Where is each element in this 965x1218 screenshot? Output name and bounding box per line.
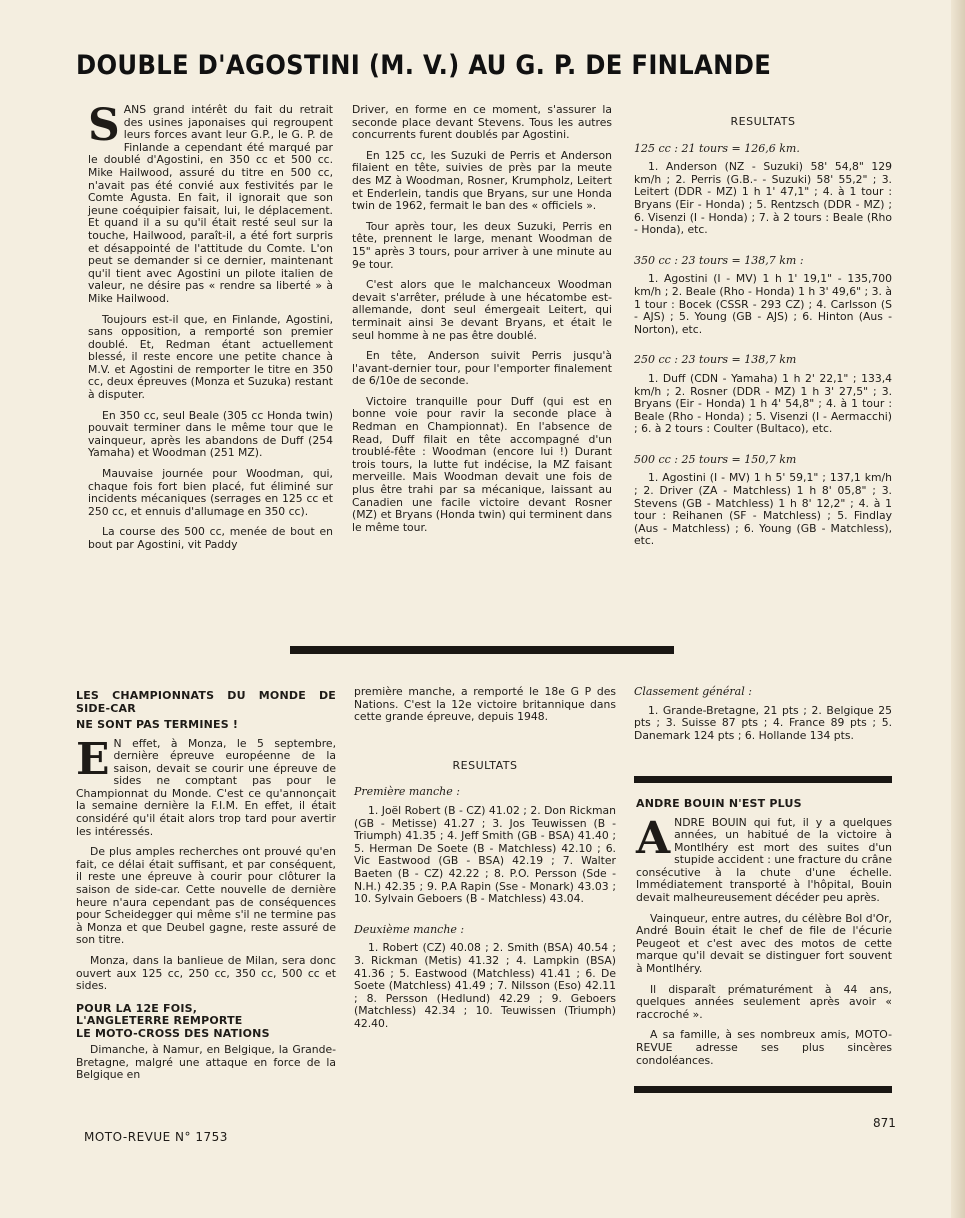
page-edge-shadow xyxy=(951,0,965,1218)
dropcap-s: S xyxy=(88,100,120,151)
article1-paragraph-9: C'est alors que le malchanceux Woodman devait s'arrêter, prélude à une hécatombe est-allemande, dont seul émergeait Leitert, qui terminait ainsi 3e devant Bryans, et était le seul homme à ne pas être doublé. xyxy=(352,278,612,342)
article2-paragraph-1: E N effet, à Monza, le 5 septembre, dernière épreuve européenne de la saison, devait se courir une épreuve de sides ne comptant pas pour le Championnat du Monde. C'est ce qu'annonçait la semaine dernière la F.I.M. En effet, il était considéré qu'il était alors trop tard pour avertir les intéressés. xyxy=(76,733,336,838)
page-title: DOUBLE D'AGOSTINI (M. V.) AU G. P. DE FINLANDE xyxy=(76,50,772,81)
article1-paragraph-4: Mauvaise journée pour Woodman, qui, chaque fois fort bien placé, fut éliminé sur incidents mécaniques (serrages en 125 cc et 250 cc, et ennuis d'allumage en 350 cc). xyxy=(88,467,333,518)
bouin-bottom-divider xyxy=(634,1086,892,1093)
first-heat-head: Première manche : xyxy=(354,785,460,799)
gp-results-column xyxy=(634,116,892,566)
race-head-125: 125 cc : 21 tours = 126,6 km. xyxy=(634,141,800,155)
race-result-125 xyxy=(634,143,892,237)
race-body-500: 1. Agostini (I - MV) 1 h 5' 59,1" ; 137,1 km/h ; 2. Driver (ZA - Matchless) 1 h 8' 05,8" ; 3. Stevens (GB - Matchless) 1 h 8' 12,2" ; 4. à 1 tour : Reihanen (SF - Matchless) ; 5. Findlay (Aus - Matchless) ; 6. Young (GB - Matchless), etc. xyxy=(634,471,892,548)
article1-paragraph-11: Victoire tranquille pour Duff (qui est en bonne voie pour ravir la seconde place à Redman en Championnat). En l'absence de Read, Duff filait en tête accompagné d'un troublé-fête : Woodman (encore lui !) Durant trois tours, la lutte fut indécise, la MZ faisant merveille. Mais Woodman devait une fois de plus être trahi par sa mécanique, laissant au Canadien une facile victoire devant Rosner (MZ) et Bryans (Honda twin) qui terminent dans le même tour. xyxy=(352,394,612,534)
article1-column2 xyxy=(352,104,612,542)
race-body-125: 1. Anderson (NZ - Suzuki) 58' 54,8" 129 km/h ; 2. Perris (G.B.- - Suzuki) 58' 55,2" ; 3. Leitert (DDR - MZ) 1 h 1' 47,1" ; 4. à 1 tour : Bryans (Eir - Honda) ; 5. Rentzsch (DDR - MZ) ; 6. Visenzi (I - Honda) ; 7. à 2 tours : Beale (Rho - Honda), etc. xyxy=(634,160,892,237)
section-divider xyxy=(290,646,674,654)
bouin-article-column xyxy=(636,798,892,1075)
sidecar-headline-2: NE SONT PAS TERMINES ! xyxy=(76,718,239,731)
second-heat-body: 1. Robert (CZ) 40.08 ; 2. Smith (BSA) 40.54 ; 3. Rickman (Metis) 41.32 ; 4. Lampkin (BSA) 41.36 ; 5. Eastwood (Matchless) 41.41 ; 6. De Soete (Matchless) 41.49 ; 7. Nilsson (Eso) 42.11 ; 8. Persson (Hedlund) 42.29 ; 9. Geboers (Matchless) 42.34 ; 10. Teuwissen (Triumph) 42.40. xyxy=(354,941,616,1030)
article1-paragraph-2: Toujours est-il que, en Finlande, Agostini, sans opposition, a remporté son premier doublé. Et, Redman étant actuellement blessé, il reste encore une petite chance à M.V. et Agostini de remporter le titre en 350 cc, deux épreuves (Monza et Suzuka) restant à disputer. xyxy=(88,312,333,402)
article1-paragraph-3: En 350 cc, seul Beale (305 cc Honda twin) pouvait terminer dans le même tour que le vainqueur, après les abandons de Duff (254 Yamaha) et Woodman (251 MZ). xyxy=(88,408,333,460)
race-head-350: 350 cc : 23 tours = 138,7 km : xyxy=(634,253,804,267)
dropcap-e: E xyxy=(76,733,110,785)
bouin-paragraph-4: A sa famille, à ses nombreux amis, MOTO-REVUE adresse ses plus sincères condoléances. xyxy=(636,1028,892,1067)
article1-paragraph-10: En tête, Anderson suivit Perris jusqu'à l'avant-dernier tour, pour l'emporter finalement de 6/10e de seconde. xyxy=(352,349,612,388)
article2-paragraph-2: De plus amples recherches ont prouvé qu'en fait, ce délai était suffisant, et par conséquent, il reste une épreuve à courir pour clôturer la saison de side-car. Cette nouvelle de dernière heure n'aura cependant pas de conséquences pour Scheidegger qui même s'il ne termine pas à Monza et que Deubel gagne, reste assuré de son titre. xyxy=(76,845,336,947)
motocross-headline-2: L'ANGLETERRE REMPORTE xyxy=(76,1014,243,1028)
race-head-250: 250 cc : 23 tours = 138,7 km xyxy=(634,353,797,367)
overall-standing-body: 1. Grande-Bretagne, 21 pts ; 2. Belgique 25 pts ; 3. Suisse 87 pts ; 4. France 89 pts ; 5. Danemark 124 pts ; 6. Hollande 134 pts. xyxy=(634,703,892,742)
article1-paragraph-6: Driver, en forme en ce moment, s'assurer la seconde place devant Stevens. Tous les autres concurrents furent doublés par Agostini. xyxy=(352,103,612,142)
dropcap-a: A xyxy=(636,812,671,864)
article3-paragraph-2: première manche, a remporté le 18e G P des Nations. C'est la 12e victoire britannique dans cette grande épreuve, depuis 1948. xyxy=(354,685,616,724)
bouin-headline: ANDRE BOUIN N'EST PLUS xyxy=(636,797,802,810)
race-result-250 xyxy=(634,354,892,436)
sidecar-headline-1: LES CHAMPIONNATS DU MONDE DE SIDE-CAR xyxy=(76,689,336,715)
bouin-paragraph-1: ANDRE BOUIN qui fut, il y a quelques années, un habitué de la victoire à Montlhéry est mort des suites d'un stupide accident : une fracture du crâne consécutive à la chute d'une échelle. Immédiatement transporté à l'hôpital, Bouin devait malheureusement décéder peu après. xyxy=(636,812,892,905)
footer-magazine-issue: MOTO-REVUE N° 1753 xyxy=(84,1130,228,1144)
race-body-350: 1. Agostini (I - MV) 1 h 1' 19,1" - 135,700 km/h ; 2. Beale (Rho - Honda) 1 h 3' 49,6" ; 3. à 1 tour : Bocek (CSSR - 293 CZ) ; 4. Carlsson (S - AJS) ; 5. Young (GB - AJS) ; 6. Hinton (Aus - Norton), etc. xyxy=(634,272,892,336)
footer-page-number: 871 xyxy=(873,1116,896,1130)
article1-paragraph-8: Tour après tour, les deux Suzuki, Perris en tête, prennent le large, menant Woodman de 15" après 3 tours, pour arriver à une minute au 9e tour. xyxy=(352,219,612,271)
right-lower-column xyxy=(634,686,892,760)
article1-paragraph-7: En 125 cc, les Suzuki de Perris et Anderson filaient en tête, suivies de près par la meute des MZ à Woodman, Rosner, Krumpholz, Leitert et Enderlein, tandis que Bryans, sur une Honda twin de 1962, fermait le ban des « officiels ». xyxy=(352,148,612,213)
motocross-headline-1: POUR LA 12E FOIS, xyxy=(76,1001,198,1015)
gp-results-heading: RESULTATS xyxy=(730,115,796,128)
second-heat-head: Deuxième manche : xyxy=(354,922,465,936)
motocross-headline-block xyxy=(76,1003,336,1041)
overall-standing-head: Classement général : xyxy=(634,685,752,698)
motocross-headline-3: LE MOTO-CROSS DES NATIONS xyxy=(76,1026,270,1040)
article1-paragraph-5: La course des 500 cc, menée de bout en bout par Agostini, vit Paddy xyxy=(88,525,333,551)
bouin-top-divider xyxy=(634,776,892,783)
article3-paragraph-1: Dimanche, à Namur, en Belgique, la Grande-Bretagne, malgré une attaque en force de la Belgique en xyxy=(76,1043,336,1082)
article1-paragraph-1: SANS grand intérêt du fait du retrait des usines japonaises qui regroupent leurs forces avant leur G.P., le G. P. de Finlande a cependant été marqué par le doublé d'Agostini, en 350 cc et 500 cc. Mike Hailwood, assuré du titre en 500 cc, n'avait pas été convié aux festivités par le Comte Agusta. En fait, il ignorait que son jeune coéquipier faisait, lui, le déplacement. Et quand il a su qu'il était resté seul sur la touche, Hailwood, paraît-il, a été fort surpris et désappointé de l'attitude du Comte. L'on peut se demander si ce dernier, maintenant qu'il tient avec Agostini un pilote italien de valeur, ne désire pas « rendre sa liberté » à Mike Hailwood. xyxy=(88,100,333,305)
first-heat-body: 1. Joël Robert (B - CZ) 41.02 ; 2. Don Rickman (GB - Metisse) 41.27 ; 3. Jos Teuwissen (B - Triumph) 41.35 ; 4. Jeff Smith (GB - BSA) 41.40 ; 5. Herman De Soete (B - Matchless) 42.10 ; 6. Vic Eastwood (GB - BSA) 42.19 ; 7. Walter Baeten (B - CZ) 42.22 ; 8. P.O. Persson (Sde - N.H.) 42.35 ; 9. P.A Rapin (Sse - Monark) 43.03 ; 10. Sylvain Geboers (B - Matchless) 43.04. xyxy=(354,803,616,906)
race-result-500 xyxy=(634,454,892,548)
bouin-paragraph-2: Vainqueur, entre autres, du célèbre Bol d'Or, André Bouin était le chef de file de l'écurie Peugeot et c'est avec des motos de cette marque qu'il devait se distinguer fort souvent à Montlhéry. xyxy=(636,911,892,976)
race-body-250: 1. Duff (CDN - Yamaha) 1 h 2' 22,1" ; 133,4 km/h ; 2. Rosner (DDR - MZ) 1 h 3' 27,5" ; 3. Bryans (Eir - Honda) 1 h 4' 54,8" ; 4. à 1 tour : Beale (Rho - Honda) ; 5. Visenzi (I - Aermacchi) ; 6. à 2 tours : Coulter (Bultaco), etc. xyxy=(634,371,892,436)
race-result-350 xyxy=(634,255,892,337)
article2-column xyxy=(76,690,336,1090)
race-head-500: 500 cc : 25 tours = 150,7 km xyxy=(634,452,797,466)
bouin-paragraph-3: Il disparaît prématurément à 44 ans, quelques années seulement après avoir « raccroché ». xyxy=(636,982,892,1021)
motocross-results-column xyxy=(354,686,616,1048)
article1-column1 xyxy=(88,100,333,560)
article2-paragraph-3: Monza, dans la banlieue de Milan, sera donc ouvert aux 125 cc, 250 cc, 350 cc, 500 cc et sides. xyxy=(76,954,336,993)
motocross-results-heading: RESULTATS xyxy=(452,758,518,772)
